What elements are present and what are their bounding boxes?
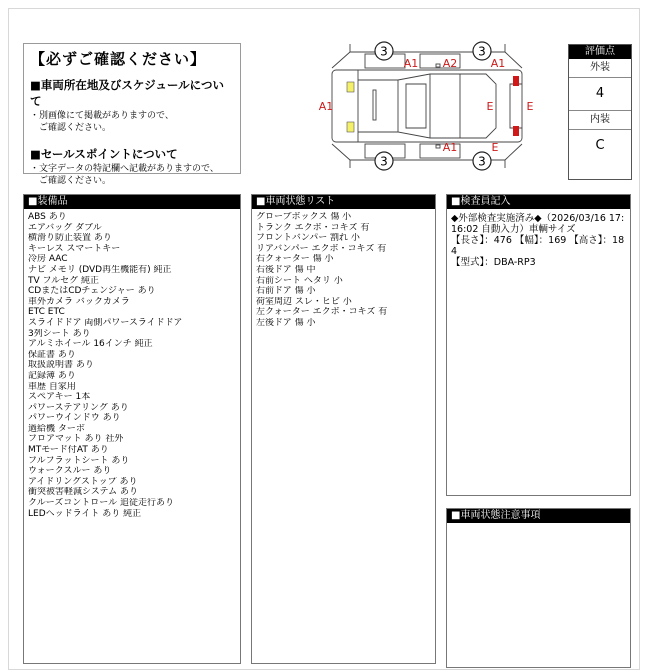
- equipment-item: 記録簿 あり: [28, 370, 76, 381]
- notice-sales-heading: ■セールスポイントについて: [30, 147, 178, 161]
- equipment-item: ウォークスルー あり: [28, 466, 112, 477]
- condition-item: リアバンパー エクボ・コキズ 有: [256, 243, 387, 254]
- condition-item: 右クォーター 傷 小: [256, 254, 334, 265]
- equipment-header: ■装備品: [24, 195, 240, 209]
- condition-item: グローブボックス 傷 小: [256, 212, 352, 222]
- interior-grade: C: [595, 138, 605, 153]
- inspector-line: ◆外部検査実施済み◆（2026/03/16 17:16:02 自動入力）車輌サイズ: [451, 213, 625, 235]
- equipment-list: [24, 209, 240, 522]
- inspector-line: 【長さ】：476 【幅】：169 【高さ】：184: [451, 235, 625, 257]
- equipment-item: エアバッグ ダブル: [28, 222, 102, 233]
- notice-location-heading: ■車両所在地及びスケジュールについて: [30, 78, 224, 108]
- notes-header: ■車両状態注意事項: [447, 509, 630, 523]
- equipment-item: パワーウインドウ あり: [28, 413, 121, 424]
- condition-panel: [251, 194, 436, 664]
- condition-header: ■車両状態リスト: [252, 195, 435, 209]
- equipment-item: フルフラットシート あり: [28, 455, 130, 466]
- equipment-item: 車歴 自家用: [28, 381, 76, 392]
- condition-item: 左クォーター エクボ・コキズ 有: [256, 307, 388, 318]
- damage-mark: A1: [403, 57, 419, 70]
- inspector-notes: [447, 209, 630, 272]
- equipment-item: LEDヘッドライト あり 純正: [28, 508, 142, 519]
- grade-box: [568, 44, 632, 180]
- equipment-item: ナビ メモリ (DVD再生機能有) 純正: [28, 264, 172, 275]
- equipment-item: 3列シート あり: [28, 328, 91, 339]
- tire-score-rr: 3: [478, 154, 486, 169]
- tire-score-fl: 3: [380, 44, 388, 59]
- equipment-item: TV フルセグ 純正: [28, 275, 100, 286]
- headlight-right: [347, 122, 354, 132]
- equipment-item: フロアマット あり 社外: [28, 434, 124, 445]
- grade-header: 評価点: [569, 45, 631, 59]
- equipment-item: 過給機 ターボ: [28, 423, 85, 434]
- condition-item: トランク エクボ・コキズ 有: [256, 222, 370, 233]
- exterior-label: 外装: [569, 59, 631, 78]
- condition-item: フロントバンパー 割れ 小: [256, 233, 360, 244]
- condition-item: 荷室周辺 スレ・ヒビ 小: [256, 296, 352, 307]
- taillight-left: [513, 76, 519, 86]
- damage-mark: A1: [490, 57, 506, 70]
- damage-mark: A2: [442, 57, 458, 70]
- damage-mark: A1: [442, 141, 458, 154]
- equipment-item: 衝突被害軽減システム あり: [28, 487, 138, 498]
- damage-mark: A1: [318, 100, 334, 113]
- equipment-item: スライドドア 両側パワースライドドア: [28, 317, 183, 328]
- notice-sales-body: ・文字データの特記欄へ記載がありますので、 ご確認ください。: [30, 164, 219, 186]
- notes-panel: [446, 508, 631, 668]
- equipment-item: 車外カメラ バックカメラ: [28, 296, 130, 307]
- condition-item: 右後ドア 傷 中: [256, 264, 316, 275]
- headlight-left: [347, 82, 354, 92]
- condition-item: 右前シート ヘタリ 小: [256, 275, 343, 286]
- equipment-item: アイドリングストップ あり: [28, 476, 138, 487]
- exterior-grade: 4: [595, 86, 605, 101]
- condition-list: [252, 209, 435, 332]
- car-damage-diagram: [310, 40, 545, 172]
- equipment-item: CDまたはCDチェンジャー あり: [28, 286, 156, 297]
- equipment-item: ETC ETC: [28, 307, 65, 318]
- interior-label: 内装: [569, 110, 631, 130]
- equipment-item: 保証書 あり: [28, 349, 76, 360]
- notice-box: [23, 43, 241, 186]
- damage-mark: E: [491, 141, 499, 154]
- equipment-item: アルミホイール 16インチ 純正: [28, 339, 153, 350]
- equipment-panel: [23, 194, 241, 664]
- equipment-item: 横滑り防止装置 あり: [28, 233, 112, 244]
- equipment-item: 取扱説明書 あり: [28, 360, 94, 371]
- equipment-item: パワーステアリング あり: [28, 402, 129, 413]
- inspector-header: ■検査員記入: [447, 195, 630, 209]
- condition-item: 左後ドア 傷 小: [256, 317, 316, 328]
- equipment-item: ABS あり: [28, 212, 67, 222]
- equipment-item: キーレス スマートキー: [28, 243, 121, 254]
- tire-score-fr: 3: [380, 154, 388, 169]
- inspector-line: 【型式】：DBA-RP3: [451, 257, 536, 268]
- taillight-right: [513, 126, 519, 136]
- damage-mark: E: [486, 100, 494, 113]
- notice-title: 【必ずご確認ください】: [30, 50, 207, 68]
- equipment-item: 冷房 AAC: [28, 254, 68, 265]
- tire-score-rl: 3: [478, 44, 486, 59]
- inspector-panel: [446, 194, 631, 496]
- equipment-item: MTモード付AT あり: [28, 445, 109, 456]
- condition-item: 右前ドア 傷 小: [256, 286, 316, 297]
- equipment-item: クルーズコントロール 追従走行あり: [28, 498, 174, 509]
- notice-location-body: ・別画像にて掲載がありますので、 ご確認ください。: [30, 111, 174, 133]
- equipment-item: スペアキー 1本: [28, 392, 91, 403]
- damage-mark: E: [526, 100, 534, 113]
